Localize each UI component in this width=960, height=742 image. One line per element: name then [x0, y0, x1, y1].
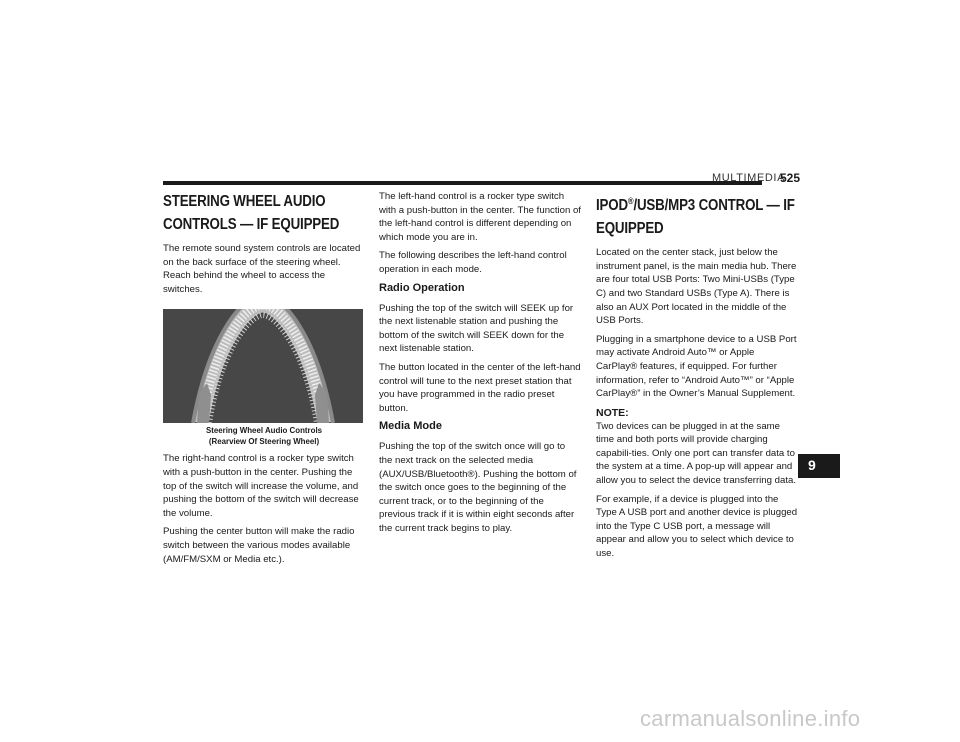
- page-number: 525: [780, 171, 801, 185]
- chapter-tab: [798, 454, 840, 478]
- watermark: carmanualsonline.info: [640, 706, 861, 731]
- smartphone-paragraph: Plugging in a smartphone device to a USB Port may activate Android Auto™ or Apple CarPlay® features, if equipped. For further information, refer to “Android Auto™” or “Apple CarPlay®” in the Owner’s Manual Supplement.: [596, 333, 797, 400]
- center-button-paragraph: Pushing the center button will make the radio switch between the various modes available (AM/FM/SXM or Media etc.).: [163, 526, 355, 565]
- section-title: MULTIMEDIA: [712, 172, 786, 184]
- intro-paragraph: The remote sound system controls are located on the back surface of the steering wheel. Reach behind the wheel to access the switches.: [163, 243, 361, 295]
- right-control-paragraph: The right-hand control is a rocker type switch with a push-button in the center. Pushing the top of the switch will increase the volume, and pushing the bottom of the switch will decrease the volume.: [163, 453, 359, 519]
- radio-preset-paragraph: The button located in the center of the left-hand control will tune to the next preset station that you have programmed in the radio preset button.: [379, 361, 581, 414]
- media-hub-paragraph: Located on the center stack, just below the instrument panel, is the main media hub. There are four total USB Ports: Two Mini-USBs (Type C) and two Standard USBs (Type A). There is also an AUX Port located in the middle of the USB Ports.: [596, 247, 797, 327]
- steering-wheel-controls-illustration: [163, 309, 363, 423]
- title-usb-mp3: /USB/MP3 CONTROL — IF EQUIPPED: [596, 197, 795, 238]
- radio-operation-heading: Radio Operation: [379, 281, 465, 294]
- steering-wheel-figure: [163, 309, 363, 423]
- title-ipod: IPOD: [596, 197, 628, 215]
- example-paragraph: For example, if a device is plugged into the Type A USB port and another device is plugged into the Type C USB port, a message will appear and allow you to select which device to use.: [596, 493, 798, 560]
- section-heading-ipod: [596, 190, 798, 240]
- radio-seek-paragraph: Pushing the top of the switch will SEEK up for the next listenable station and pushing the bottom of the switch will SEEK down for the next listenable station.: [379, 302, 574, 355]
- column-2: [379, 190, 581, 540]
- title-registered-mark: ®: [627, 196, 634, 206]
- chapter-number: 9: [808, 457, 816, 473]
- section-heading-steering-wheel: STEERING WHEEL AUDIO CONTROLS — IF EQUIPPED: [163, 193, 340, 233]
- media-mode-heading: Media Mode: [379, 420, 442, 433]
- media-mode-paragraph: Pushing the top of the switch once will go to the next track on the selected media (AUX/USB/Bluetooth®). Pushing the bottom of the switch once goes to the beginning of the current track, or to the beginning of the previous track if it is within eight seconds after the current track begins to play.: [379, 441, 577, 534]
- header-rule: [163, 181, 762, 185]
- left-control-paragraph: The left-hand control is a rocker type switch with a push-button in the center. The function of the left-hand control is different depending on which mode you are in.: [379, 191, 581, 243]
- column-1: [163, 190, 365, 571]
- caption-line-2: (Rearview Of Steering Wheel): [208, 436, 320, 447]
- note-paragraph: Two devices can be plugged in at the same time and both ports will provide charging capabili-ties. Only one port can transfer data to the system at a time. A pop-up will appear and allow you to select the device transferring data.: [596, 420, 796, 487]
- note-heading: NOTE:: [596, 406, 629, 419]
- column-3: [596, 190, 798, 566]
- caption-line-1: Steering Wheel Audio Controls: [205, 425, 323, 436]
- modes-paragraph: The following describes the left-hand control operation in each mode.: [379, 250, 567, 275]
- figure-caption: [171, 425, 357, 447]
